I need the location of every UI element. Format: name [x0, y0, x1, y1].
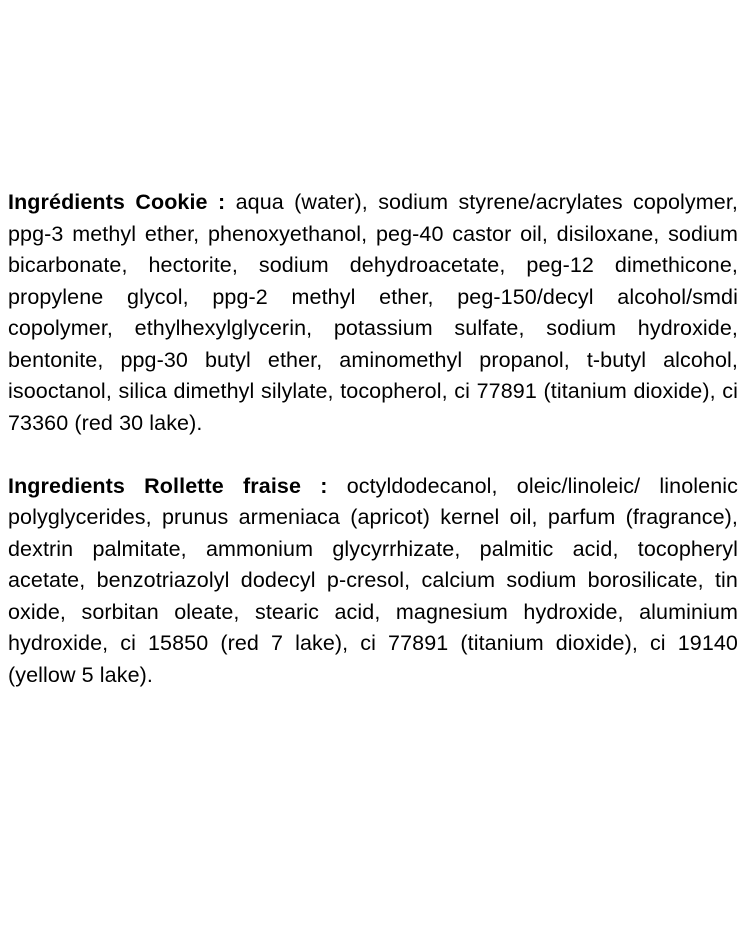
cookie-ingredients-text: aqua (water), sodium styrene/acrylates copolymer, ppg-3 methyl ether, phenoxyethanol, peg-40 castor oil, disiloxane, sodium bicarbonate, hectorite, sodium dehydroacetate, peg-12 dimethicone, propylene glycol, ppg-2 methyl ether, peg-150/decyl alcohol/smdi copolymer, ethylhexylglycerin, potassium sulfate, sodium hydroxide, bentonite, ppg-30 butyl ether, aminomethyl propanol, t-butyl alcohol, isooctanol, silica dimethyl silylate, tocopherol, ci 77891 (titanium dioxide), ci 73360 (red 30 lake). — [8, 190, 738, 435]
rollette-ingredients-paragraph — [8, 471, 738, 692]
rollette-ingredients-text: octyldodecanol, oleic/linoleic/ linolenic polyglycerides, prunus armeniaca (apricot) kernel oil, parfum (fragrance), dextrin palmitate, ammonium glycyrrhizate, palmitic acid, tocopheryl acetate, benzotriazolyl dodecyl p-cresol, calcium sodium borosilicate, tin oxide, sorbitan oleate, stearic acid, magnesium hydroxide, aluminium hydroxide, ci 15850 (red 7 lake), ci 77891 (titanium dioxide), ci 19140 (yellow 5 lake). — [8, 473, 738, 687]
ingredients-document — [8, 187, 738, 691]
cookie-ingredients-paragraph — [8, 187, 738, 439]
cookie-ingredients-label: Ingrédients Cookie : — [8, 190, 226, 214]
rollette-ingredients-label: Ingredients Rollette fraise : — [8, 473, 328, 498]
